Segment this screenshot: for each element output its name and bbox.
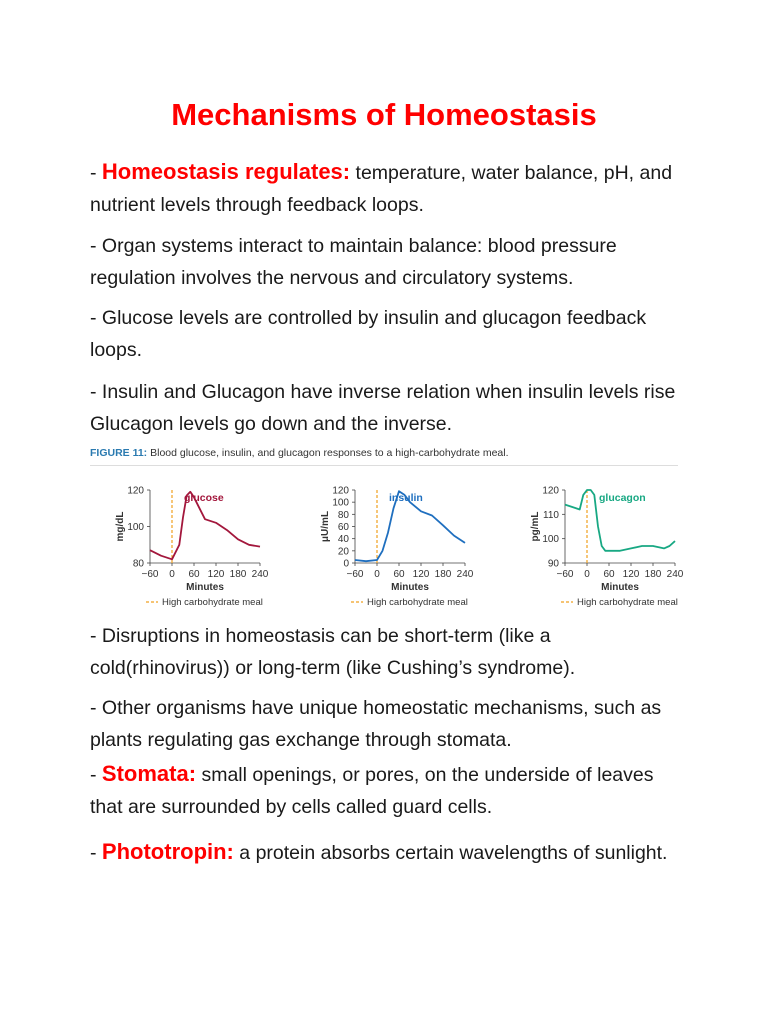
y-tick-label: 120 <box>127 485 144 497</box>
x-tick-label: −60 <box>346 569 364 580</box>
y-tick-label: 20 <box>337 546 349 558</box>
figure-caption <box>90 447 680 459</box>
figure-caption-text: Blood glucose, insulin, and glucagon responses to a high-carbohydrate meal. <box>147 447 509 459</box>
glucose-chart-svg <box>100 478 290 618</box>
x-axis-label: Minutes <box>186 582 224 593</box>
y-tick-label: 110 <box>543 509 559 521</box>
highlight-term: Phototropin: <box>101 839 234 864</box>
y-tick-label: 90 <box>547 558 559 570</box>
y-tick-label: 60 <box>337 522 349 533</box>
x-tick-label: 120 <box>622 569 640 580</box>
y-tick-label: 40 <box>337 534 349 546</box>
x-tick-label: 60 <box>188 569 200 580</box>
series-label: glucose <box>184 492 224 504</box>
paragraph-insulin-glucagon: - Insulin and Glucagon have inverse relation when insulin levels rise Glucagon levels go down and the inverse. <box>90 381 676 435</box>
legend-label: High carbohydrate meal <box>367 597 468 608</box>
insulin-chart-svg <box>305 478 495 618</box>
x-tick-label: 0 <box>169 569 175 580</box>
bullet-prefix: - <box>90 162 102 184</box>
series-label: glucagon <box>599 492 646 504</box>
highlight-term: Homeostasis regulates: <box>101 159 351 184</box>
y-tick-label: 100 <box>542 534 559 546</box>
bullet-prefix: - <box>90 842 102 864</box>
y-axis-label: mg/dL <box>115 511 126 542</box>
paragraph-text: a protein absorbs certain wavelengths of sunlight. <box>233 842 668 864</box>
paragraph-homeostasis-regulates <box>90 156 690 221</box>
x-tick-label: 240 <box>666 569 684 580</box>
x-tick-label: 120 <box>412 569 430 580</box>
x-tick-label: 180 <box>644 569 662 580</box>
paragraph-text: temperature, water balance, pH, and nutrient levels through feedback loops. <box>90 162 673 216</box>
y-tick-label: 80 <box>337 509 349 521</box>
figure-number: FIGURE 11: <box>90 447 148 459</box>
figure-divider <box>90 465 678 466</box>
y-tick-label: 80 <box>132 558 144 570</box>
glucose-chart <box>100 478 290 618</box>
x-tick-label: 180 <box>229 569 247 580</box>
x-tick-label: 240 <box>456 569 474 580</box>
x-tick-label: −60 <box>141 569 159 580</box>
legend-label: High carbohydrate meal <box>162 597 263 608</box>
glucagon-chart <box>515 478 705 618</box>
paragraph-stomata <box>90 758 690 823</box>
x-tick-label: 0 <box>374 569 380 580</box>
glucagon-chart-svg <box>515 478 705 618</box>
x-tick-label: 0 <box>584 569 590 580</box>
y-tick-label: 0 <box>343 558 349 570</box>
x-axis-label: Minutes <box>601 582 639 593</box>
x-axis-label: Minutes <box>391 582 429 593</box>
y-tick-label: 120 <box>542 485 559 497</box>
paragraph-glucose-levels: - Glucose levels are controlled by insulin and glucagon feedback loops. <box>90 307 647 361</box>
series-label: insulin <box>389 492 423 504</box>
highlight-term: Stomata: <box>101 761 197 786</box>
legend-label: High carbohydrate meal <box>577 597 678 608</box>
x-tick-label: 180 <box>434 569 452 580</box>
paragraph-phototropin <box>90 836 690 869</box>
paragraph-other-organisms: - Other organisms have unique homeostatic mechanisms, such as plants regulating gas exchange through stomata. <box>90 697 662 751</box>
y-tick-label: 100 <box>127 522 144 533</box>
paragraph-text: small openings, or pores, on the underside of leaves that are surrounded by cells called guard cells. <box>90 764 654 818</box>
bullet-prefix: - <box>90 764 102 786</box>
paragraph-organ-systems: - Organ systems interact to maintain balance: blood pressure regulation involves the nervous and circulatory systems. <box>90 235 617 289</box>
y-axis-label: μU/mL <box>320 510 331 543</box>
paragraph-disruptions: - Disruptions in homeostasis can be short-term (like a cold(rhinovirus)) or long-term (like Cushing’s syndrome). <box>90 625 576 679</box>
y-tick-label: 100 <box>332 497 349 509</box>
insulin-chart <box>305 478 495 618</box>
page-title: Mechanisms of Homeostasis <box>171 97 597 132</box>
x-tick-label: 60 <box>603 569 615 580</box>
x-tick-label: 60 <box>393 569 405 580</box>
x-tick-label: 120 <box>207 569 225 580</box>
x-tick-label: −60 <box>556 569 574 580</box>
y-axis-label: pg/mL <box>530 511 541 542</box>
y-tick-label: 120 <box>332 485 349 497</box>
x-tick-label: 240 <box>251 569 269 580</box>
